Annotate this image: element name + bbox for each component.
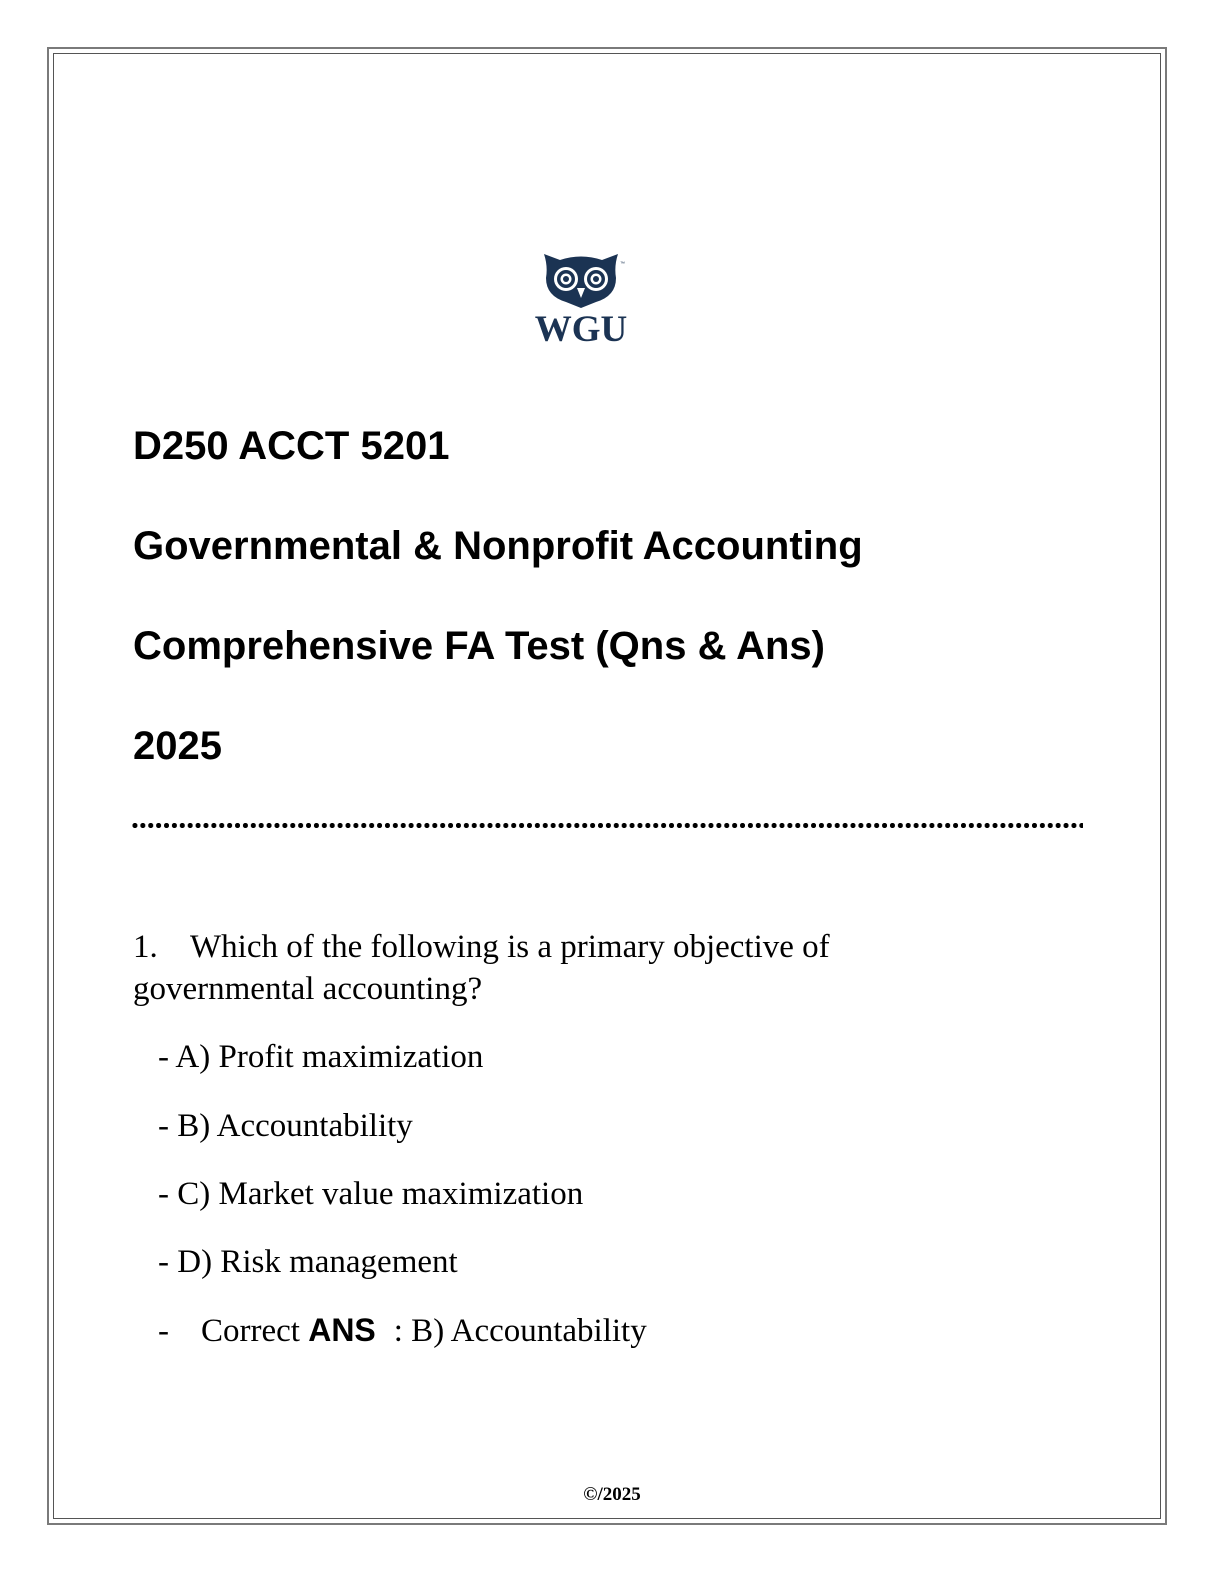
answer-dash: - [158,1313,169,1349]
question-1 [133,926,933,1010]
correct-answer [158,1310,647,1351]
svg-text:™: ™ [620,261,625,267]
question-text: Which of the following is a primary objective of governmental accounting? [133,929,830,1007]
course-code: D250 ACCT 5201 [133,424,450,468]
answer-label: ANS [308,1312,376,1348]
option-d: - D) Risk management [158,1244,458,1280]
test-year: 2025 [133,724,222,768]
answer-value: : B) Accountability [393,1313,647,1349]
test-title: Comprehensive FA Test (Qns & Ans) [133,624,825,668]
copyright-footer: ©/2025 [583,1484,641,1505]
wgu-logo [522,248,640,348]
option-a: - A) Profit maximization [158,1039,484,1075]
logo-text: WGU [534,309,628,348]
option-b: - B) Accountability [158,1108,413,1144]
dotted-divider [131,821,1083,830]
course-title: Governmental & Nonprofit Accounting [133,524,863,568]
option-c: - C) Market value maximization [158,1176,584,1212]
owl-icon [522,248,640,348]
question-number: 1. [133,929,158,965]
answer-prefix: Correct [201,1313,300,1349]
